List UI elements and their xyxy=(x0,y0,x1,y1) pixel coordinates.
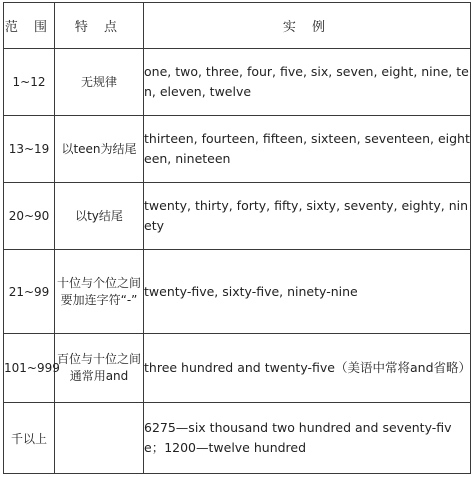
table-row xyxy=(4,49,471,116)
feature-cell: 百位与十位之间通常用and xyxy=(55,334,144,403)
number-rules-table xyxy=(3,2,471,474)
example-cell: 6275—six thousand two hundred and seventy-five；1200—twelve hundred xyxy=(144,403,471,474)
table-row xyxy=(4,183,471,250)
example-cell: twenty-five, sixty-five, ninety-nine xyxy=(144,250,471,334)
table-row xyxy=(4,116,471,183)
example-cell: twenty, thirty, forty, fifty, sixty, seventy, eighty, ninety xyxy=(144,183,471,250)
range-cell: 1~12 xyxy=(4,49,55,116)
range-cell: 21~99 xyxy=(4,250,55,334)
range-cell: 20~90 xyxy=(4,183,55,250)
header-example: 实 例 xyxy=(144,3,471,49)
table-row xyxy=(4,403,471,474)
feature-cell: 以teen为结尾 xyxy=(55,116,144,183)
range-cell: 千以上 xyxy=(4,403,55,474)
example-cell: one, two, three, four, five, six, seven, eight, nine, ten, eleven, twelve xyxy=(144,49,471,116)
range-cell: 101~999 xyxy=(4,334,55,403)
range-cell: 13~19 xyxy=(4,116,55,183)
header-range: 范 围 xyxy=(4,3,55,49)
table-row xyxy=(4,250,471,334)
feature-cell: 十位与个位之间要加连字符“-” xyxy=(55,250,144,334)
example-cell: thirteen, fourteen, fifteen, sixteen, seventeen, eighteen, nineteen xyxy=(144,116,471,183)
feature-cell: 以ty结尾 xyxy=(55,183,144,250)
table-header-row xyxy=(4,3,471,49)
feature-cell: 无规律 xyxy=(55,49,144,116)
feature-cell xyxy=(55,403,144,474)
table-row xyxy=(4,334,471,403)
example-cell: three hundred and twenty-five（美语中常将and省略） xyxy=(144,334,471,403)
header-feature: 特 点 xyxy=(55,3,144,49)
number-table-container xyxy=(3,2,471,474)
